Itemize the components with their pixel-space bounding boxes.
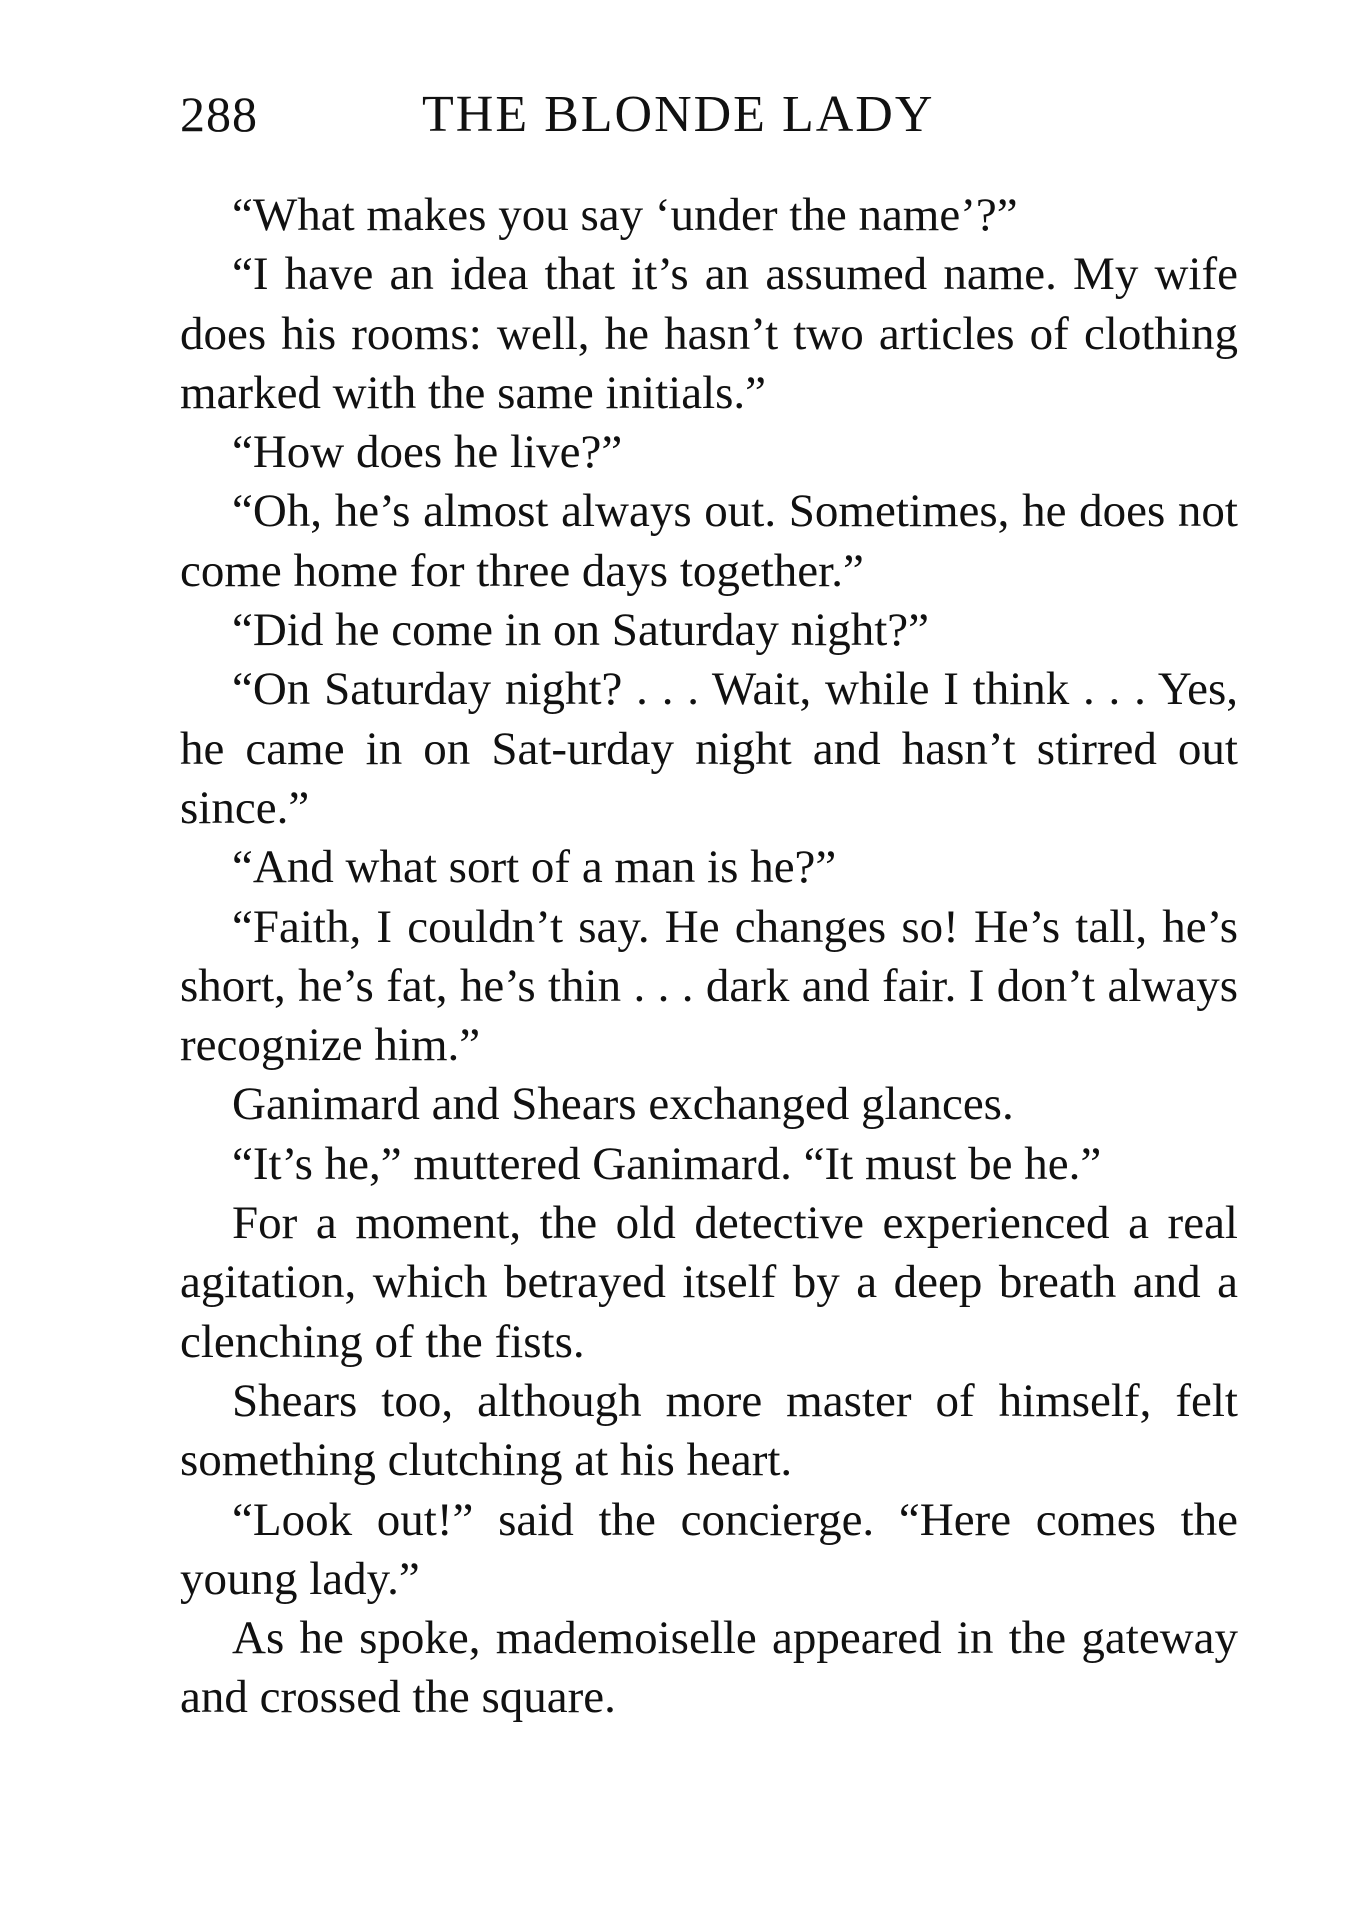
running-title: THE BLONDE LADY [422,86,935,143]
page-body [180,186,1238,1728]
paragraph: For a moment, the old detective experienced a real agitation, which betrayed itself by a deep breath and a clenching of the fists. [180,1197,1238,1368]
paragraph: “It’s he,” muttered Ganimard. “It must be he.” [232,1137,1102,1190]
paragraph: Shears too, although more master of himself, felt something clutching at his heart. [180,1374,1238,1487]
page-number: 288 [180,86,258,142]
paragraph: “Oh, he’s almost always out. Sometimes, he does not come home for three days together.” [180,485,1238,597]
paragraph: “Look out!” said the concierge. “Here comes the young lady.” [180,1493,1238,1605]
paragraph: “Did he come in on Saturday night?” [232,604,929,657]
paragraph: As he spoke, mademoiselle appeared in the gateway and crossed the square. [180,1612,1238,1724]
paragraph: “Faith, I couldn’t say. He changes so! He’s tall, he’s short, he’s fat, he’s thin . . . dark and fair. I don’t always recognize him.” [180,900,1238,1072]
paragraph: “On Saturday night? . . . Wait, while I think . . . Yes, he came in on Sat-urday night and hasn’t stirred out since.” [180,663,1238,834]
paragraph: “What makes you say ‘under the name’?” [232,189,1018,241]
page-header [180,85,1250,145]
paragraph: “And what sort of a man is he?” [232,841,837,894]
paragraph: Ganimard and Shears exchanged glances. [232,1078,1014,1131]
paragraph: “I have an idea that it’s an assumed name. My wife does his rooms: well, he hasn’t two articles of clothing marked with the same initials.” [180,248,1238,419]
paragraph: “How does he live?” [232,426,623,479]
